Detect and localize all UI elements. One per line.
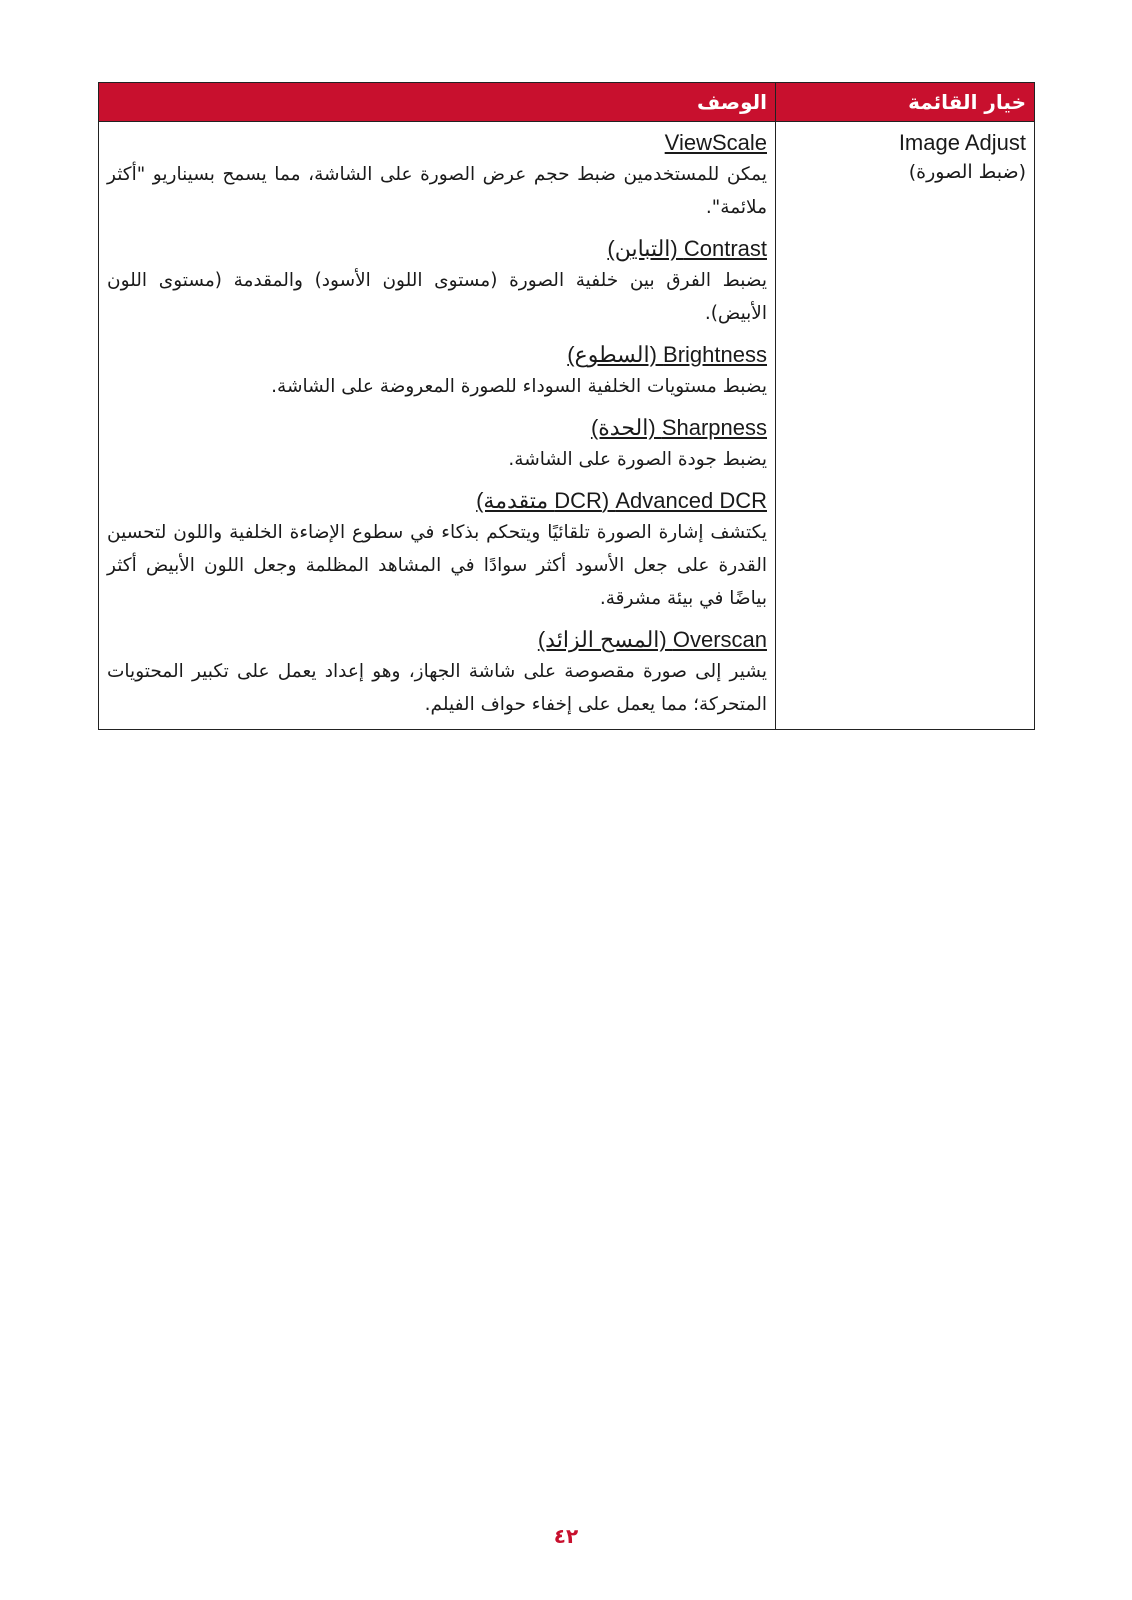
option-name-ar: (ضبط الصورة) [908, 161, 1026, 183]
item-title: Overscan (المسح الزائد) [537, 627, 767, 652]
item-advanced-dcr [107, 486, 767, 615]
item-title: ViewScale [664, 130, 767, 155]
menu-options-table [98, 82, 1035, 730]
header-menu-option: خيار القائمة [776, 83, 1035, 122]
item-title: Brightness (السطوع) [567, 342, 767, 367]
item-description: يكتشف إشارة الصورة تلقائيًا ويتحكم بذكاء في سطوع الإضاءة الخلفية واللون لتحسين القدرة على جعل الأسود أكثر سوادًا في المشاهد المظلمة وجعل اللون الأبيض أكثر بياضًا في بيئة مشرقة. [107, 522, 767, 609]
item-description: يضبط مستويات الخلفية السوداء للصورة المعروضة على الشاشة. [271, 376, 767, 397]
page-number: ٤٢ [553, 1524, 579, 1548]
item-title: Contrast (التباين) [607, 236, 767, 261]
table-row-image-adjust [99, 122, 1035, 730]
item-description: يمكن للمستخدمين ضبط حجم عرض الصورة على الشاشة، مما يسمح بسيناريو "أكثر ملائمة". [107, 164, 767, 218]
item-title: Sharpness (الحدة) [590, 415, 767, 440]
item-overscan [107, 625, 767, 721]
item-contrast [107, 234, 767, 330]
option-name-en: Image Adjust [898, 130, 1026, 155]
item-brightness [107, 340, 767, 403]
item-description: يشير إلى صورة مقصوصة على شاشة الجهاز، وهو إعداد يعمل على تكبير المحتويات المتحركة؛ مما يعمل على إخفاء حواف الفيلم. [107, 661, 767, 715]
item-description: يضبط الفرق بين خلفية الصورة (مستوى اللون الأسود) والمقدمة (مستوى اللون الأبيض). [107, 270, 767, 324]
item-description: يضبط جودة الصورة على الشاشة. [508, 449, 767, 470]
description-cell [99, 122, 776, 730]
option-cell [776, 122, 1035, 730]
header-description: الوصف [99, 83, 776, 122]
item-viewscale [107, 128, 767, 224]
table-header-row [99, 83, 1035, 122]
item-title: Advanced DCR (DCR متقدمة) [476, 488, 767, 513]
item-sharpness [107, 413, 767, 476]
